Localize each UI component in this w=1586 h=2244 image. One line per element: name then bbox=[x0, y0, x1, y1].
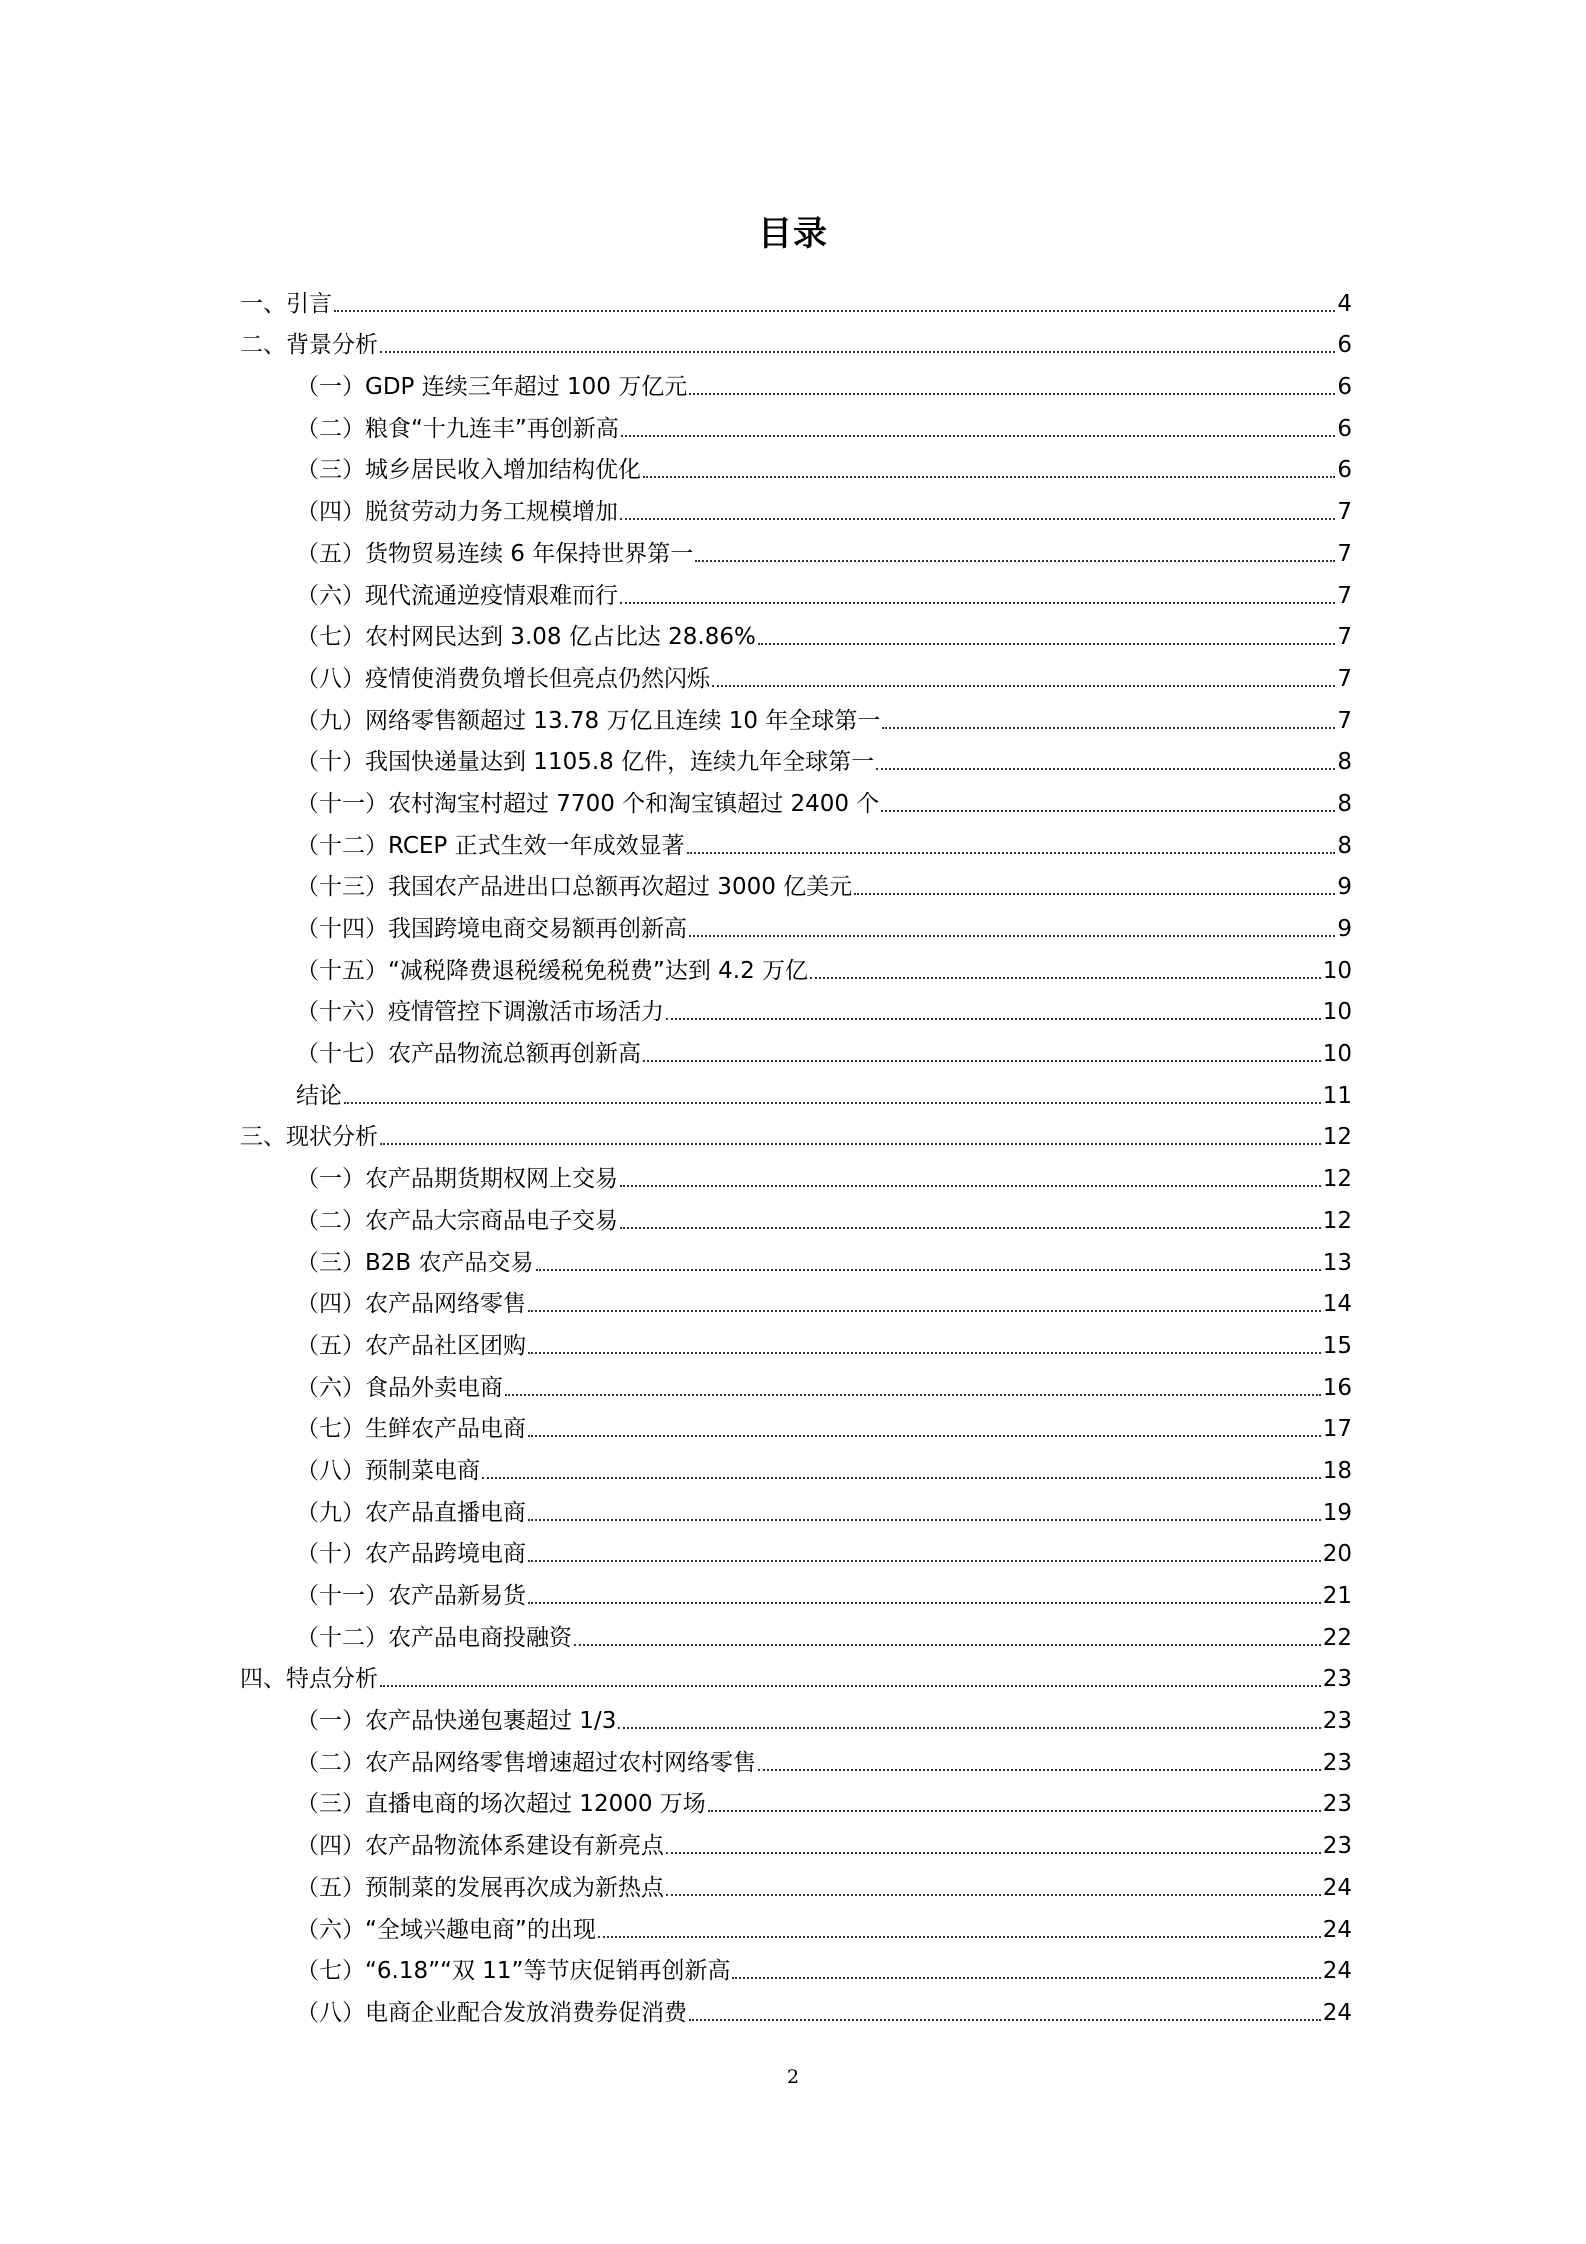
toc-entry-page: 8 bbox=[1337, 832, 1352, 859]
toc-dot-leader bbox=[482, 1477, 1321, 1479]
toc-dot-leader bbox=[620, 602, 1335, 604]
toc-entry[interactable] bbox=[240, 1822, 1352, 1864]
toc-entry-page: 6 bbox=[1337, 457, 1352, 484]
toc-entry-title: （二）粮食“十九连丰”再创新高 bbox=[296, 415, 619, 442]
toc-entry-page: 9 bbox=[1337, 916, 1352, 942]
toc-dot-leader bbox=[881, 810, 1335, 812]
toc-entry-page: 22 bbox=[1322, 1624, 1352, 1651]
toc-entry[interactable] bbox=[240, 780, 1352, 822]
toc-entry-page: 11 bbox=[1322, 1082, 1352, 1109]
toc-entry-title: （一）GDP 连续三年超过 100 万亿元 bbox=[296, 374, 688, 401]
toc-entry[interactable] bbox=[240, 447, 1352, 489]
toc-dot-leader bbox=[574, 1644, 1321, 1646]
toc-dot-leader bbox=[618, 1727, 1320, 1729]
toc-entry[interactable] bbox=[240, 280, 1352, 322]
toc-entry[interactable] bbox=[240, 572, 1352, 614]
toc-entry[interactable] bbox=[240, 1364, 1352, 1406]
toc-dot-leader bbox=[708, 1810, 1321, 1812]
toc-entry[interactable] bbox=[240, 1155, 1352, 1197]
toc-dot-leader bbox=[695, 560, 1335, 562]
toc-dot-leader bbox=[334, 310, 1335, 312]
toc-entry-page: 10 bbox=[1322, 999, 1352, 1026]
toc-entry[interactable] bbox=[240, 614, 1352, 656]
toc-entry-title: （五）农产品社区团购 bbox=[296, 1332, 526, 1359]
toc-entry-page: 6 bbox=[1337, 374, 1352, 401]
toc-entry-title: 三、现状分析 bbox=[240, 1124, 378, 1151]
toc-entry-title: （六）“全域兴趣电商”的出现 bbox=[296, 1916, 596, 1943]
toc-entry[interactable] bbox=[240, 1322, 1352, 1364]
toc-entry-title: （十三）我国农产品进出口总额再次超过 3000 亿美元 bbox=[296, 874, 853, 901]
toc-entry-title: （十五）“减税降费退税缓税免税费”达到 4.2 万亿 bbox=[296, 957, 809, 984]
toc-entry[interactable] bbox=[240, 655, 1352, 697]
toc-entry-title: （八）预制菜电商 bbox=[296, 1457, 480, 1484]
toc-dot-leader bbox=[758, 643, 1336, 645]
toc-entry-page: 8 bbox=[1337, 749, 1352, 776]
page-title: 目录 bbox=[758, 214, 828, 254]
toc-entry-title: （三）城乡居民收入增加结构优化 bbox=[296, 457, 641, 484]
toc-dot-leader bbox=[528, 1519, 1321, 1521]
toc-entry-page: 6 bbox=[1337, 415, 1352, 442]
toc-entry-title: （五）预制菜的发展再次成为新热点 bbox=[296, 1874, 664, 1901]
toc-entry-page: 23 bbox=[1322, 1666, 1352, 1693]
toc-entry-page: 24 bbox=[1322, 1874, 1352, 1901]
toc-dot-leader bbox=[344, 1102, 1321, 1104]
toc-entry-page: 23 bbox=[1322, 1708, 1352, 1735]
toc-entry-page: 7 bbox=[1337, 499, 1352, 526]
toc-entry-page: 10 bbox=[1322, 1041, 1352, 1068]
toc-dot-leader bbox=[620, 518, 1335, 520]
toc-entry[interactable] bbox=[240, 739, 1352, 781]
toc-dot-leader bbox=[620, 1227, 1321, 1229]
toc-entry[interactable] bbox=[240, 1989, 1352, 2031]
toc-dot-leader bbox=[505, 1394, 1321, 1396]
toc-entry-page: 7 bbox=[1337, 582, 1352, 609]
toc-entry-page: 24 bbox=[1322, 1958, 1352, 1985]
toc-entry-title: （十）农产品跨境电商 bbox=[296, 1541, 526, 1568]
toc-entry-title: （六）现代流通逆疫情艰难而行 bbox=[296, 582, 618, 609]
toc-entry-title: 二、背景分析 bbox=[240, 332, 378, 359]
toc-entry-title: （十四）我国跨境电商交易额再创新高 bbox=[296, 916, 687, 942]
toc-entry[interactable] bbox=[240, 405, 1352, 447]
toc-entry[interactable] bbox=[240, 822, 1352, 864]
toc-entry-title: （二）农产品大宗商品电子交易 bbox=[296, 1207, 618, 1234]
toc-entry[interactable] bbox=[240, 488, 1352, 530]
toc-entry-page: 8 bbox=[1337, 790, 1352, 817]
toc-entry[interactable] bbox=[240, 530, 1352, 572]
toc-entry[interactable] bbox=[240, 1948, 1352, 1990]
toc-entry[interactable] bbox=[240, 1656, 1352, 1698]
toc-entry-title: （五）货物贸易连续 6 年保持世界第一 bbox=[296, 540, 694, 567]
toc-entry-title: （二）农产品网络零售增速超过农村网络零售 bbox=[296, 1749, 756, 1776]
toc-entry-page: 7 bbox=[1337, 624, 1352, 651]
toc-dot-leader bbox=[528, 1560, 1321, 1562]
toc-entry-title: （一）农产品快递包裹超过 1/3 bbox=[296, 1708, 617, 1735]
toc-entry-title: （十一）农村淘宝村超过 7700 个和淘宝镇超过 2400 个 bbox=[296, 790, 880, 817]
toc-entry-title: （九）网络零售额超过 13.78 万亿且连续 10 年全球第一 bbox=[296, 707, 881, 734]
toc-entry-page: 7 bbox=[1337, 707, 1352, 734]
toc-entry[interactable] bbox=[240, 1906, 1352, 1948]
toc-entry-page: 13 bbox=[1322, 1249, 1352, 1276]
toc-dot-leader bbox=[598, 1936, 1321, 1938]
toc-entry[interactable] bbox=[240, 1406, 1352, 1448]
toc-entry-page: 23 bbox=[1322, 1749, 1352, 1776]
toc-entry-title: （七）农村网民达到 3.08 亿占比达 28.86% bbox=[296, 624, 756, 651]
toc-dot-leader bbox=[380, 351, 1335, 353]
toc-dot-leader bbox=[758, 1769, 1321, 1771]
toc-entry-page: 14 bbox=[1322, 1291, 1352, 1318]
toc-entry-title: （十六）疫情管控下调激活市场活力 bbox=[296, 999, 664, 1026]
toc-dot-leader bbox=[380, 1143, 1321, 1145]
table-of-contents bbox=[240, 280, 1352, 2031]
toc-entry[interactable] bbox=[240, 1531, 1352, 1573]
toc-entry[interactable] bbox=[240, 697, 1352, 739]
toc-entry-title: （八）疫情使消费负增长但亮点仍然闪烁 bbox=[296, 665, 710, 692]
toc-entry-title: （七）“6.18”“双 11”等节庆促销再创新高 bbox=[296, 1958, 731, 1985]
toc-dot-leader bbox=[643, 1060, 1321, 1062]
toc-entry[interactable] bbox=[240, 1114, 1352, 1156]
toc-dot-leader bbox=[882, 727, 1335, 729]
toc-dot-leader bbox=[854, 893, 1335, 895]
toc-entry-title: （十二）农产品电商投融资 bbox=[296, 1624, 572, 1651]
toc-entry-title: （一）农产品期货期权网上交易 bbox=[296, 1166, 618, 1193]
toc-entry[interactable] bbox=[240, 1489, 1352, 1531]
toc-dot-leader bbox=[689, 2019, 1321, 2021]
toc-dot-leader bbox=[810, 977, 1321, 979]
toc-entry[interactable] bbox=[240, 322, 1352, 364]
toc-dot-leader bbox=[643, 476, 1335, 478]
toc-entry-title: （十）我国快递量达到 1105.8 亿件，连续九年全球第一 bbox=[296, 749, 875, 776]
toc-entry[interactable] bbox=[240, 1072, 1352, 1114]
toc-entry-title: （四）脱贫劳动力务工规模增加 bbox=[296, 499, 618, 526]
toc-dot-leader bbox=[528, 1435, 1321, 1437]
toc-entry-page: 6 bbox=[1337, 332, 1352, 359]
toc-entry-title: （十一）农产品新易货 bbox=[296, 1583, 526, 1609]
toc-entry-page: 12 bbox=[1322, 1207, 1352, 1234]
toc-dot-leader bbox=[536, 1269, 1321, 1271]
toc-entry-title: （四）农产品网络零售 bbox=[296, 1291, 526, 1318]
toc-entry-title: （三）B2B 农产品交易 bbox=[296, 1249, 534, 1276]
toc-entry-page: 21 bbox=[1322, 1583, 1352, 1609]
toc-entry-page: 7 bbox=[1337, 665, 1352, 692]
toc-entry-title: 一、引言 bbox=[240, 290, 332, 317]
toc-entry-title: （四）农产品物流体系建设有新亮点 bbox=[296, 1833, 664, 1860]
toc-dot-leader bbox=[689, 935, 1335, 937]
toc-entry-title: （六）食品外卖电商 bbox=[296, 1374, 503, 1401]
toc-entry[interactable] bbox=[240, 1197, 1352, 1239]
toc-entry[interactable] bbox=[240, 1239, 1352, 1281]
toc-entry[interactable] bbox=[240, 1697, 1352, 1739]
toc-entry-page: 19 bbox=[1322, 1499, 1352, 1526]
toc-entry[interactable] bbox=[240, 1281, 1352, 1323]
toc-entry[interactable] bbox=[240, 1030, 1352, 1072]
toc-dot-leader bbox=[732, 1977, 1320, 1979]
toc-entry[interactable] bbox=[240, 1739, 1352, 1781]
toc-entry[interactable] bbox=[240, 905, 1352, 947]
toc-entry-page: 18 bbox=[1322, 1457, 1352, 1484]
toc-dot-leader bbox=[666, 1018, 1321, 1020]
toc-dot-leader bbox=[876, 768, 1335, 770]
toc-dot-leader bbox=[620, 1185, 1321, 1187]
toc-entry-title: （十七）农产品物流总额再创新高 bbox=[296, 1041, 641, 1068]
toc-entry-page: 9 bbox=[1337, 874, 1352, 901]
toc-entry-page: 7 bbox=[1337, 540, 1352, 567]
toc-entry[interactable] bbox=[240, 1614, 1352, 1656]
toc-dot-leader bbox=[380, 1685, 1321, 1687]
toc-entry[interactable] bbox=[240, 1572, 1352, 1614]
toc-entry[interactable] bbox=[240, 363, 1352, 405]
page-number: 2 bbox=[786, 2066, 800, 2088]
toc-entry-page: 24 bbox=[1322, 1999, 1352, 2026]
toc-entry[interactable] bbox=[240, 1447, 1352, 1489]
toc-dot-leader bbox=[666, 1894, 1321, 1896]
toc-entry-title: 结论 bbox=[296, 1082, 342, 1109]
toc-entry-page: 4 bbox=[1337, 290, 1352, 317]
toc-dot-leader bbox=[621, 435, 1336, 437]
toc-entry[interactable] bbox=[240, 989, 1352, 1031]
toc-entry-page: 23 bbox=[1322, 1833, 1352, 1860]
toc-entry-page: 17 bbox=[1322, 1416, 1352, 1443]
toc-entry-page: 12 bbox=[1322, 1124, 1352, 1151]
toc-entry-page: 23 bbox=[1322, 1791, 1352, 1818]
toc-entry-page: 15 bbox=[1322, 1332, 1352, 1359]
toc-entry-page: 20 bbox=[1322, 1541, 1352, 1568]
toc-entry-page: 10 bbox=[1322, 957, 1352, 984]
toc-entry-title: （九）农产品直播电商 bbox=[296, 1499, 526, 1526]
toc-dot-leader bbox=[528, 1352, 1321, 1354]
toc-entry[interactable] bbox=[240, 1781, 1352, 1823]
toc-entry-title: （三）直播电商的场次超过 12000 万场 bbox=[296, 1791, 706, 1818]
toc-dot-leader bbox=[687, 852, 1336, 854]
toc-dot-leader bbox=[666, 1852, 1321, 1854]
toc-entry[interactable] bbox=[240, 947, 1352, 989]
toc-entry-title: （八）电商企业配合发放消费券促消费 bbox=[296, 1999, 687, 2026]
toc-entry-page: 12 bbox=[1322, 1166, 1352, 1193]
toc-dot-leader bbox=[689, 393, 1335, 395]
toc-entry-title: （七）生鲜农产品电商 bbox=[296, 1416, 526, 1443]
toc-entry-title: 四、特点分析 bbox=[240, 1666, 378, 1693]
toc-dot-leader bbox=[712, 685, 1335, 687]
toc-entry[interactable] bbox=[240, 1864, 1352, 1906]
toc-entry[interactable] bbox=[240, 864, 1352, 906]
toc-entry-page: 16 bbox=[1322, 1374, 1352, 1401]
toc-dot-leader bbox=[528, 1310, 1321, 1312]
toc-entry-title: （十二）RCEP 正式生效一年成效显著 bbox=[296, 832, 685, 859]
toc-dot-leader bbox=[528, 1602, 1321, 1604]
toc-entry-page: 24 bbox=[1322, 1916, 1352, 1943]
